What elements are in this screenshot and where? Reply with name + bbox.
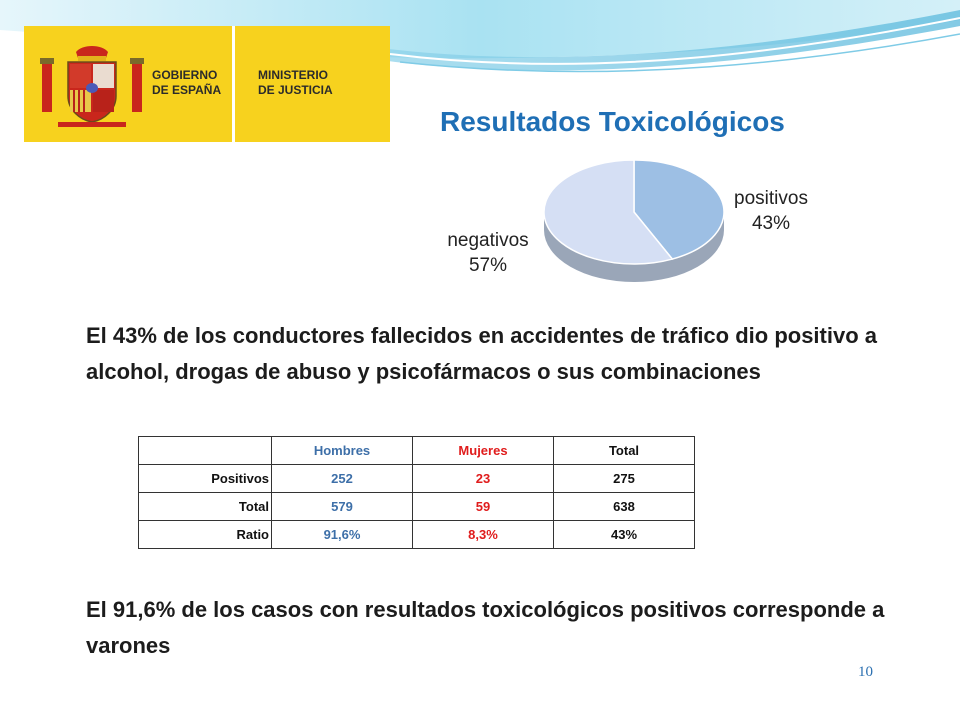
table-header-cell: Total <box>554 437 695 465</box>
table-header-cell: Hombres <box>272 437 413 465</box>
table-cell: 8,3% <box>413 521 554 549</box>
pie-label-positivos <box>716 186 826 236</box>
logo-text-line: GOBIERNO <box>152 68 218 82</box>
logo-text-line: DE ESPAÑA <box>152 83 222 97</box>
table-header-cell: Mujeres <box>413 437 554 465</box>
table-cell: 59 <box>413 493 554 521</box>
table-cell: 43% <box>554 521 695 549</box>
table-cell: 638 <box>554 493 695 521</box>
table-cell: 23 <box>413 465 554 493</box>
slice-name: negativos <box>447 230 529 251</box>
table-cell: 275 <box>554 465 695 493</box>
table-cell: 252 <box>272 465 413 493</box>
table-header-cell <box>139 437 272 465</box>
table-row <box>139 465 695 493</box>
logo-divider <box>232 26 235 142</box>
table-cell: 91,6% <box>272 521 413 549</box>
table-cell: 579 <box>272 493 413 521</box>
table-row <box>139 521 695 549</box>
summary-paragraph: El 43% de los conductores fallecidos en accidentes de tráfico dio positivo a alcohol, drogas de abuso y psicofármacos o sus combinaciones <box>86 323 878 384</box>
slice-value: 57% <box>468 255 508 276</box>
government-name <box>152 68 232 98</box>
table-cell: Positivos <box>139 465 272 493</box>
slide-title: Resultados Toxicológicos <box>440 106 785 137</box>
pie-chart <box>530 160 730 300</box>
ministry-name <box>258 68 378 98</box>
logo-text-line: MINISTERIO <box>258 68 329 82</box>
table-row <box>139 493 695 521</box>
table-cell: Ratio <box>139 521 272 549</box>
slice-value: 43% <box>751 213 791 234</box>
table-cell: Total <box>139 493 272 521</box>
page-number: 10 <box>858 664 873 680</box>
table-header-row <box>139 437 695 465</box>
pie-label-negativos <box>428 228 548 278</box>
ministry-logo <box>24 26 390 142</box>
logo-text-line: DE JUSTICIA <box>258 83 333 97</box>
results-table <box>138 436 695 549</box>
coat-of-arms-icon <box>38 44 146 128</box>
slice-name: positivos <box>734 188 808 209</box>
conclusion-paragraph: El 91,6% de los casos con resultados toxicológicos positivos corresponde a varones <box>86 597 885 658</box>
